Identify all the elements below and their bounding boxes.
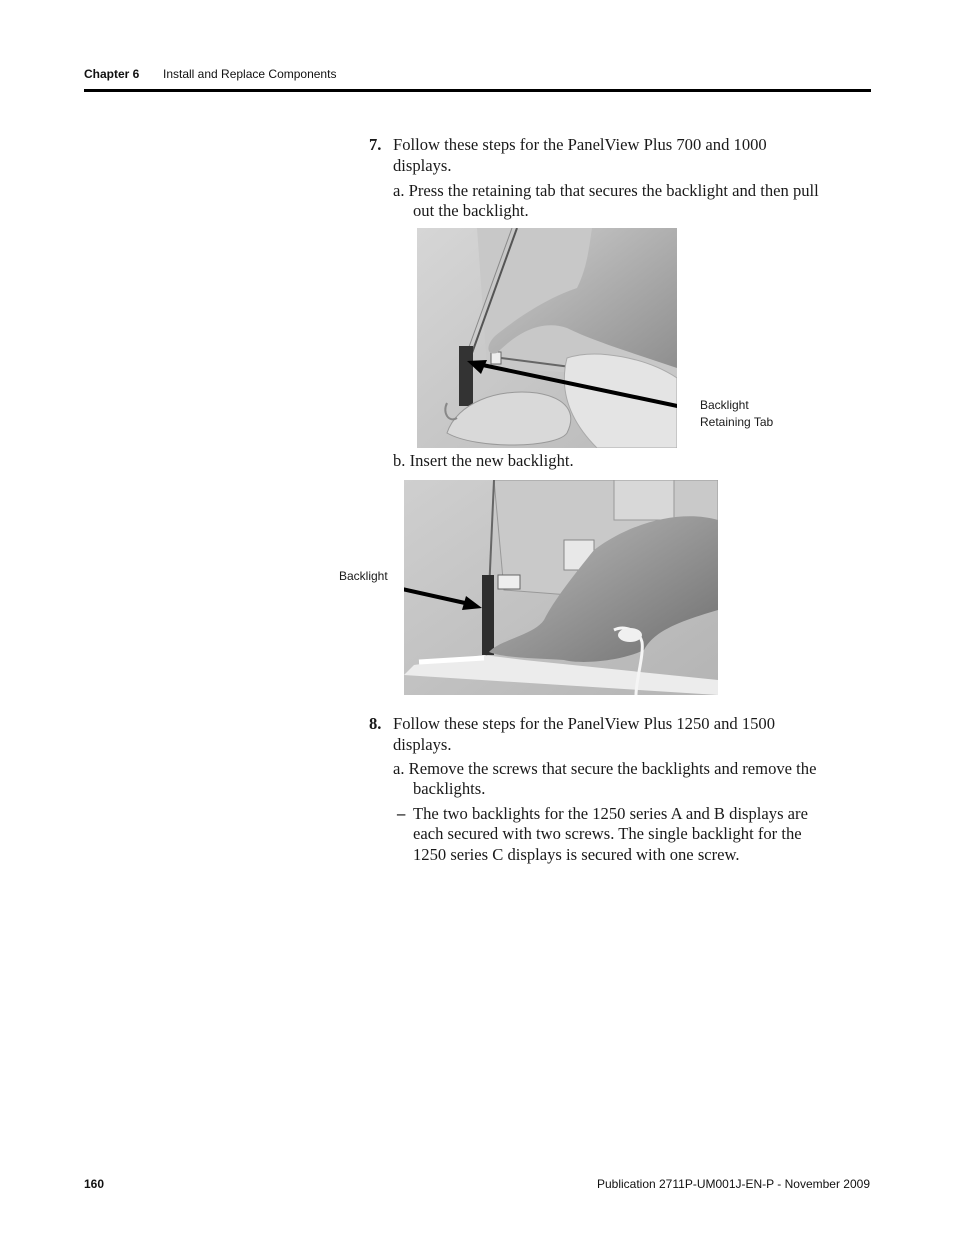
step-8-text-line2: displays.	[393, 735, 452, 754]
dash-bullet: –	[397, 804, 406, 823]
step-8a-line1: a. Remove the screws that secure the backlights and remove the	[393, 759, 817, 778]
step-8-dash-line2: each secured with two screws. The single backlight for the	[413, 824, 802, 843]
section-title: Install and Replace Components	[163, 67, 337, 81]
step-7-text-line1: Follow these steps for the PanelView Plus 700 and 1000	[393, 135, 767, 154]
publication-info: Publication 2711P-UM001J-EN-P - November 2009	[596, 1177, 870, 1191]
step-8-text-line1: Follow these steps for the PanelView Plus 1250 and 1500	[393, 714, 776, 733]
step-7-number: 7.	[369, 135, 382, 154]
backlight-callout: Backlight	[339, 569, 388, 583]
page-number: 160	[84, 1177, 105, 1191]
step-8-dash-line3: 1250 series C displays is secured with one screw.	[413, 845, 740, 864]
step-7a-line1: a. Press the retaining tab that secures the backlight and then pull	[393, 181, 819, 200]
retaining-tab-callout-line1: Backlight	[700, 398, 749, 412]
insert-backlight-photo	[404, 480, 718, 695]
step-7-text-line2: displays.	[393, 156, 452, 175]
step-7b-text: b. Insert the new backlight.	[393, 451, 574, 470]
step-8-dash-line1: The two backlights for the 1250 series A and B displays are	[413, 804, 808, 823]
chapter-label: Chapter 6	[84, 67, 140, 81]
retaining-tab-callout-line2: Retaining Tab	[700, 415, 774, 429]
step-8-number: 8.	[369, 714, 382, 733]
header-rule	[84, 89, 871, 92]
step-7a-line2: out the backlight.	[413, 201, 529, 220]
step-8a-line2: backlights.	[413, 779, 486, 798]
backlight-retaining-tab-photo	[417, 228, 677, 448]
